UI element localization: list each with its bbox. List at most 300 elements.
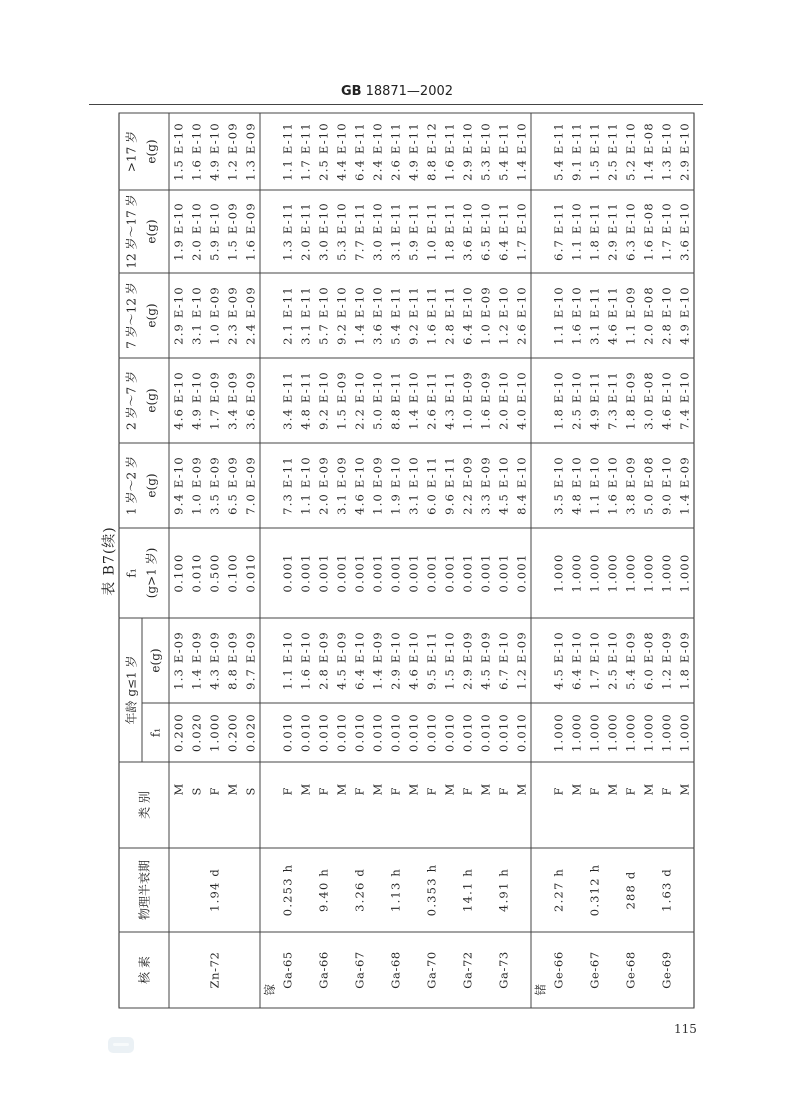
half-life-cell (241, 848, 260, 932)
dose-age-2-7-cell: 1.6 E-09 (476, 357, 494, 442)
dose-age-over-17-cell: 1.6 E-11 (440, 112, 458, 189)
empty-cell (260, 703, 279, 762)
empty-cell (531, 703, 550, 762)
nuclide-cell (567, 932, 585, 1008)
class-cell: M (675, 762, 694, 848)
dose-age-1-2-cell: 3.1 E-10 (404, 442, 422, 527)
dose-age-7-12-cell: 1.0 E-09 (476, 272, 494, 357)
dose-age-12-17-cell: 5.9 E-10 (205, 189, 223, 272)
dose-age-2-7-cell: 4.9 E-11 (585, 357, 603, 442)
nuclide-cell: Ga-73 (494, 932, 512, 1008)
dose-age-1-2-cell: 1.6 E-10 (603, 442, 621, 527)
table-row (314, 112, 332, 1007)
dose-age-12-17-cell: 1.8 E-11 (585, 189, 603, 272)
dose-age-12-17-cell: 1.7 E-10 (512, 189, 531, 272)
dose-age-7-12-cell: 1.2 E-10 (494, 272, 512, 357)
dose-age-2-7-cell: 2.5 E-10 (567, 357, 585, 442)
empty-cell (531, 442, 550, 527)
class-cell: M (567, 762, 585, 848)
class-cell: F (350, 762, 368, 848)
table-row (567, 112, 585, 1007)
nuclide-cell: Ga-70 (422, 932, 440, 1008)
dose-age-2-7-cell: 3.0 E-08 (639, 357, 657, 442)
dose-age-7-12-cell: 2.3 E-09 (223, 272, 241, 357)
table-row (241, 112, 260, 1007)
nuclide-cell: Ge-67 (585, 932, 603, 1008)
dose-age-2-7-cell: 7.3 E-11 (603, 357, 621, 442)
dose-age-7-12-cell: 2.8 E-10 (657, 272, 675, 357)
empty-cell (260, 112, 279, 189)
col-header-age-range: 1 岁～2 岁 (124, 455, 138, 515)
class-cell: M (169, 762, 188, 848)
table-row (512, 112, 531, 1007)
dose-infant-cell: 6.7 E-10 (494, 617, 512, 702)
f1-infant-cell: 0.010 (404, 703, 422, 762)
dose-age-over-17-cell: 2.6 E-11 (386, 112, 404, 189)
dose-age-over-17-cell: 5.2 E-10 (621, 112, 639, 189)
nuclide-cell: Ga-66 (314, 932, 332, 1008)
dose-age-7-12-cell: 3.1 E-11 (585, 272, 603, 357)
half-life-cell: 3.26 d (350, 848, 368, 932)
half-life-cell: 288 d (621, 848, 639, 932)
dose-age-2-7-cell: 2.0 E-10 (494, 357, 512, 442)
dose-age-12-17-cell: 6.3 E-10 (621, 189, 639, 272)
dose-age-2-7-cell: 1.8 E-09 (621, 357, 639, 442)
f1-child-cell: 0.001 (332, 527, 350, 617)
dose-age-12-17-cell: 7.7 E-11 (350, 189, 368, 272)
dose-infant-cell: 1.2 E-09 (657, 617, 675, 702)
dose-age-over-17-cell: 1.5 E-11 (585, 112, 603, 189)
dose-age-over-17-cell: 6.4 E-11 (350, 112, 368, 189)
nuclide-cell (639, 932, 657, 1008)
dose-age-1-2-cell: 6.0 E-11 (422, 442, 440, 527)
table-row (440, 112, 458, 1007)
dose-age-over-17-cell: 1.3 E-10 (657, 112, 675, 189)
dose-age-2-7-cell: 4.6 E-10 (657, 357, 675, 442)
f1-infant-cell: 0.010 (278, 703, 296, 762)
dose-age-1-2-cell: 3.1 E-09 (332, 442, 350, 527)
dose-age-1-2-cell: 3.3 E-09 (476, 442, 494, 527)
dose-age-over-17-cell: 1.3 E-09 (241, 112, 260, 189)
half-life-cell (187, 848, 205, 932)
dose-infant-cell: 9.7 E-09 (241, 617, 260, 702)
dose-infant-cell: 1.1 E-10 (278, 617, 296, 702)
dose-age-7-12-cell: 2.6 E-10 (512, 272, 531, 357)
empty-cell (260, 527, 279, 617)
table-caption: 表 B7(续) (101, 525, 117, 596)
nuclide-cell: Ga-68 (386, 932, 404, 1008)
f1-child-cell: 0.500 (205, 527, 223, 617)
half-life-cell (603, 848, 621, 932)
dose-age-over-17-cell: 1.5 E-10 (169, 112, 188, 189)
col-header-eg: e(g) (144, 387, 158, 413)
dose-age-over-17-cell: 2.4 E-10 (368, 112, 386, 189)
table-row (169, 112, 188, 1007)
dose-infant-cell: 4.5 E-09 (332, 617, 350, 702)
dose-age-2-7-cell: 4.8 E-11 (296, 357, 314, 442)
f1-infant-cell: 0.020 (241, 703, 260, 762)
table-row (187, 112, 205, 1007)
dose-age-7-12-cell: 1.4 E-10 (350, 272, 368, 357)
dose-age-7-12-cell: 3.6 E-10 (368, 272, 386, 357)
dose-age-1-2-cell: 3.5 E-09 (205, 442, 223, 527)
class-cell: F (549, 762, 567, 848)
table-row (675, 112, 694, 1007)
dose-age-over-17-cell: 4.4 E-10 (332, 112, 350, 189)
dose-age-1-2-cell: 9.0 E-10 (657, 442, 675, 527)
class-cell: S (187, 762, 205, 848)
nuclide-cell (368, 932, 386, 1008)
dose-coefficient-table (118, 112, 694, 1008)
dose-age-1-2-cell: 1.4 E-09 (675, 442, 694, 527)
dose-infant-cell: 2.9 E-10 (386, 617, 404, 702)
col-header-age-1-2 (119, 442, 169, 527)
f1-infant-cell: 1.000 (639, 703, 657, 762)
dose-age-7-12-cell: 9.2 E-10 (332, 272, 350, 357)
dose-age-7-12-cell: 4.9 E-10 (675, 272, 694, 357)
dose-age-1-2-cell: 5.0 E-08 (639, 442, 657, 527)
table-row (639, 112, 657, 1007)
nuclide-cell (512, 932, 531, 1008)
header-row (119, 112, 142, 1007)
f1-infant-cell: 1.000 (585, 703, 603, 762)
f1-child-cell: 0.001 (350, 527, 368, 617)
dose-age-2-7-cell: 4.6 E-10 (169, 357, 188, 442)
f1-infant-cell: 0.200 (169, 703, 188, 762)
f1-child-cell: 0.001 (386, 527, 404, 617)
dose-infant-cell: 2.8 E-09 (314, 617, 332, 702)
class-cell: M (332, 762, 350, 848)
empty-cell (260, 617, 279, 702)
col-header-age-range: >17 岁 (124, 130, 138, 172)
empty-cell (531, 357, 550, 442)
dose-infant-cell: 6.0 E-08 (639, 617, 657, 702)
f1-child-cell: 0.100 (169, 527, 188, 617)
dose-infant-cell: 6.4 E-10 (567, 617, 585, 702)
dose-age-12-17-cell: 2.0 E-10 (187, 189, 205, 272)
dose-age-1-2-cell: 3.5 E-10 (549, 442, 567, 527)
nuclide-cell (404, 932, 422, 1008)
class-cell: F (458, 762, 476, 848)
f1-child-cell: 0.001 (404, 527, 422, 617)
empty-cell (531, 762, 550, 848)
f1-infant-cell: 0.010 (314, 703, 332, 762)
class-cell: M (512, 762, 531, 848)
f1-infant-cell: 0.010 (422, 703, 440, 762)
dose-age-7-12-cell: 2.0 E-08 (639, 272, 657, 357)
empty-cell (260, 272, 279, 357)
dose-age-over-17-cell: 2.5 E-11 (603, 112, 621, 189)
dose-age-over-17-cell: 5.3 E-10 (476, 112, 494, 189)
dose-age-2-7-cell: 5.0 E-10 (368, 357, 386, 442)
f1-child-cell: 1.000 (675, 527, 694, 617)
dose-age-over-17-cell: 4.9 E-10 (205, 112, 223, 189)
dose-age-2-7-cell: 4.9 E-10 (187, 357, 205, 442)
f1-child-cell: 1.000 (549, 527, 567, 617)
running-head (0, 83, 794, 101)
nuclide-cell (241, 932, 260, 1008)
class-cell: F (205, 762, 223, 848)
class-cell: M (603, 762, 621, 848)
dose-age-7-12-cell: 5.4 E-11 (386, 272, 404, 357)
class-cell: F (494, 762, 512, 848)
dose-age-12-17-cell: 2.0 E-11 (296, 189, 314, 272)
dose-age-1-2-cell: 1.9 E-10 (386, 442, 404, 527)
half-life-cell: 14.1 h (458, 848, 476, 932)
table-row (621, 112, 639, 1007)
dose-age-2-7-cell: 4.3 E-11 (440, 357, 458, 442)
f1-infant-cell: 0.010 (458, 703, 476, 762)
class-cell: S (241, 762, 260, 848)
class-cell: F (314, 762, 332, 848)
f1-infant-cell: 0.010 (368, 703, 386, 762)
half-life-cell (332, 848, 350, 932)
table-row (205, 112, 223, 1007)
dose-age-12-17-cell: 3.0 E-10 (314, 189, 332, 272)
dose-infant-cell: 1.2 E-09 (512, 617, 531, 702)
f1-infant-cell: 0.020 (187, 703, 205, 762)
col-header-f1-child (119, 527, 169, 617)
f1-child-cell: 0.001 (440, 527, 458, 617)
class-cell: M (223, 762, 241, 848)
header-rule (89, 104, 703, 105)
dose-infant-cell: 5.4 E-09 (621, 617, 639, 702)
col-header-eg: e(g) (144, 472, 158, 498)
dose-age-1-2-cell: 7.3 E-11 (278, 442, 296, 527)
dose-age-7-12-cell: 1.6 E-11 (422, 272, 440, 357)
dose-age-1-2-cell: 6.5 E-09 (223, 442, 241, 527)
dose-age-over-17-cell: 2.5 E-10 (314, 112, 332, 189)
f1-infant-cell: 0.010 (494, 703, 512, 762)
half-life-cell: 2.27 h (549, 848, 567, 932)
dose-age-7-12-cell: 2.8 E-11 (440, 272, 458, 357)
empty-cell (260, 848, 279, 932)
f1-infant-cell: 1.000 (567, 703, 585, 762)
dose-age-12-17-cell: 1.6 E-09 (241, 189, 260, 272)
col-header-f1-child-symbol: f₁ (124, 567, 138, 578)
table-row (657, 112, 675, 1007)
dose-infant-cell: 4.6 E-10 (404, 617, 422, 702)
dose-age-12-17-cell: 1.0 E-11 (422, 189, 440, 272)
table-row (603, 112, 621, 1007)
dose-age-12-17-cell: 6.5 E-10 (476, 189, 494, 272)
dose-infant-cell: 1.7 E-10 (585, 617, 603, 702)
col-header-age-range: 12 岁～17 岁 (124, 193, 138, 269)
f1-child-cell: 0.001 (476, 527, 494, 617)
col-header-age-range: 7 岁～12 岁 (124, 281, 138, 349)
f1-child-cell: 0.001 (422, 527, 440, 617)
f1-child-cell: 1.000 (567, 527, 585, 617)
half-life-cell (404, 848, 422, 932)
dose-age-1-2-cell: 4.5 E-10 (494, 442, 512, 527)
dose-infant-cell: 8.8 E-09 (223, 617, 241, 702)
dose-age-7-12-cell: 2.9 E-10 (169, 272, 188, 357)
dose-age-over-17-cell: 2.9 E-10 (675, 112, 694, 189)
f1-child-cell: 1.000 (603, 527, 621, 617)
f1-child-cell: 0.001 (296, 527, 314, 617)
empty-cell (260, 442, 279, 527)
half-life-cell (512, 848, 531, 932)
nuclide-cell (603, 932, 621, 1008)
dose-age-2-7-cell: 1.5 E-09 (332, 357, 350, 442)
table-row (549, 112, 567, 1007)
dose-age-7-12-cell: 1.1 E-09 (621, 272, 639, 357)
col-header-eg: e(g) (144, 302, 158, 328)
dose-age-12-17-cell: 3.6 E-10 (675, 189, 694, 272)
empty-cell (531, 527, 550, 617)
col-header-infant-group: 年龄 g≤1 岁 (119, 617, 142, 761)
dose-infant-cell: 1.3 E-09 (169, 617, 188, 702)
col-header-f1-child-age: (g>1 岁) (144, 547, 158, 598)
dose-age-12-17-cell: 1.6 E-08 (639, 189, 657, 272)
dose-age-2-7-cell: 3.4 E-09 (223, 357, 241, 442)
dose-infant-cell: 1.8 E-09 (675, 617, 694, 702)
empty-cell (531, 272, 550, 357)
dose-age-2-7-cell: 1.0 E-09 (458, 357, 476, 442)
f1-infant-cell: 0.010 (440, 703, 458, 762)
table-row (458, 112, 476, 1007)
f1-infant-cell: 0.010 (512, 703, 531, 762)
half-life-cell: 1.13 h (386, 848, 404, 932)
section-label: 镓 (260, 932, 279, 1008)
dose-age-1-2-cell: 9.6 E-11 (440, 442, 458, 527)
class-cell: M (440, 762, 458, 848)
col-header-infant-eg: e(g) (142, 617, 169, 702)
dose-age-2-7-cell: 1.4 E-10 (404, 357, 422, 442)
dose-age-2-7-cell: 4.0 E-10 (512, 357, 531, 442)
half-life-cell: 0.253 h (278, 848, 296, 932)
table-row (494, 112, 512, 1007)
dose-age-7-12-cell: 3.1 E-10 (187, 272, 205, 357)
half-life-cell: 1.63 d (657, 848, 675, 932)
standard-number: 18871—2002 (365, 84, 454, 99)
nuclide-cell (296, 932, 314, 1008)
dose-infant-cell: 1.6 E-10 (296, 617, 314, 702)
class-cell: F (422, 762, 440, 848)
nuclide-cell (187, 932, 205, 1008)
dose-age-7-12-cell: 2.1 E-11 (278, 272, 296, 357)
class-cell: F (278, 762, 296, 848)
dose-age-1-2-cell: 2.0 E-09 (314, 442, 332, 527)
dose-age-1-2-cell: 3.8 E-09 (621, 442, 639, 527)
dose-age-over-17-cell: 2.9 E-10 (458, 112, 476, 189)
dose-infant-cell: 6.4 E-10 (350, 617, 368, 702)
f1-child-cell: 0.001 (458, 527, 476, 617)
nuclide-cell (332, 932, 350, 1008)
dose-infant-cell: 4.5 E-09 (476, 617, 494, 702)
dose-age-1-2-cell: 4.8 E-10 (567, 442, 585, 527)
dose-age-1-2-cell: 9.4 E-10 (169, 442, 188, 527)
dose-age-1-2-cell: 2.2 E-09 (458, 442, 476, 527)
class-cell: M (404, 762, 422, 848)
dose-age-1-2-cell: 8.4 E-10 (512, 442, 531, 527)
table-row (278, 112, 296, 1007)
f1-infant-cell: 1.000 (657, 703, 675, 762)
dose-age-12-17-cell: 1.3 E-11 (278, 189, 296, 272)
half-life-cell: 4.91 h (494, 848, 512, 932)
nuclide-cell: Ga-65 (278, 932, 296, 1008)
dose-age-2-7-cell: 7.4 E-10 (675, 357, 694, 442)
dose-age-7-12-cell: 6.4 E-10 (458, 272, 476, 357)
dose-age-over-17-cell: 1.4 E-08 (639, 112, 657, 189)
class-cell: F (585, 762, 603, 848)
f1-child-cell: 1.000 (621, 527, 639, 617)
nuclide-cell: Ge-68 (621, 932, 639, 1008)
f1-infant-cell: 0.010 (350, 703, 368, 762)
rotated-table-block (100, 113, 690, 1008)
dose-infant-cell: 1.4 E-09 (368, 617, 386, 702)
col-header-age-over-17 (119, 112, 169, 189)
table-row (368, 112, 386, 1007)
dose-infant-cell: 1.4 E-09 (187, 617, 205, 702)
nuclide-cell (675, 932, 694, 1008)
standard-prefix: GB (340, 84, 362, 99)
dose-age-7-12-cell: 2.4 E-09 (241, 272, 260, 357)
col-header-age-12-17 (119, 189, 169, 272)
dose-age-7-12-cell: 4.6 E-11 (603, 272, 621, 357)
col-header-age-7-12 (119, 272, 169, 357)
half-life-cell (368, 848, 386, 932)
nuclide-cell (223, 932, 241, 1008)
table-row (404, 112, 422, 1007)
dose-age-over-17-cell: 1.7 E-11 (296, 112, 314, 189)
dose-age-over-17-cell: 1.1 E-11 (278, 112, 296, 189)
dose-age-1-2-cell: 1.1 E-10 (585, 442, 603, 527)
nuclide-cell: Ga-67 (350, 932, 368, 1008)
dose-age-2-7-cell: 2.6 E-11 (422, 357, 440, 442)
half-life-cell (476, 848, 494, 932)
nuclide-cell: Ga-72 (458, 932, 476, 1008)
watermark-logo (108, 1037, 134, 1053)
f1-child-cell: 0.001 (512, 527, 531, 617)
empty-cell (260, 357, 279, 442)
empty-cell (260, 762, 279, 848)
dose-age-12-17-cell: 5.3 E-10 (332, 189, 350, 272)
empty-cell (531, 112, 550, 189)
f1-child-cell: 0.001 (368, 527, 386, 617)
f1-child-cell: 0.001 (314, 527, 332, 617)
dose-age-over-17-cell: 1.6 E-10 (187, 112, 205, 189)
f1-infant-cell: 0.010 (386, 703, 404, 762)
dose-age-1-2-cell: 1.0 E-09 (187, 442, 205, 527)
dose-age-12-17-cell: 6.4 E-11 (494, 189, 512, 272)
dose-age-over-17-cell: 5.4 E-11 (549, 112, 567, 189)
half-life-cell (223, 848, 241, 932)
col-header-eg: e(g) (144, 138, 158, 164)
dose-age-1-2-cell: 1.1 E-10 (296, 442, 314, 527)
dose-age-2-7-cell: 3.6 E-09 (241, 357, 260, 442)
table-row (296, 112, 314, 1007)
f1-infant-cell: 1.000 (205, 703, 223, 762)
section-label: 锗 (531, 932, 550, 1008)
dose-age-12-17-cell: 6.7 E-11 (549, 189, 567, 272)
empty-cell (531, 189, 550, 272)
class-cell: M (368, 762, 386, 848)
dose-age-2-7-cell: 3.4 E-11 (278, 357, 296, 442)
dose-age-over-17-cell: 9.1 E-11 (567, 112, 585, 189)
col-header-half-life: 物理半衰期 (119, 848, 169, 932)
f1-infant-cell: 0.010 (476, 703, 494, 762)
f1-child-cell: 0.010 (241, 527, 260, 617)
dose-age-1-2-cell: 4.6 E-10 (350, 442, 368, 527)
col-header-age-range: 2 岁～7 岁 (124, 370, 138, 430)
half-life-cell: 0.353 h (422, 848, 440, 932)
nuclide-cell: Ge-66 (549, 932, 567, 1008)
table-row (386, 112, 404, 1007)
page-number: 115 (674, 1022, 697, 1036)
table-row (476, 112, 494, 1007)
half-life-cell (567, 848, 585, 932)
